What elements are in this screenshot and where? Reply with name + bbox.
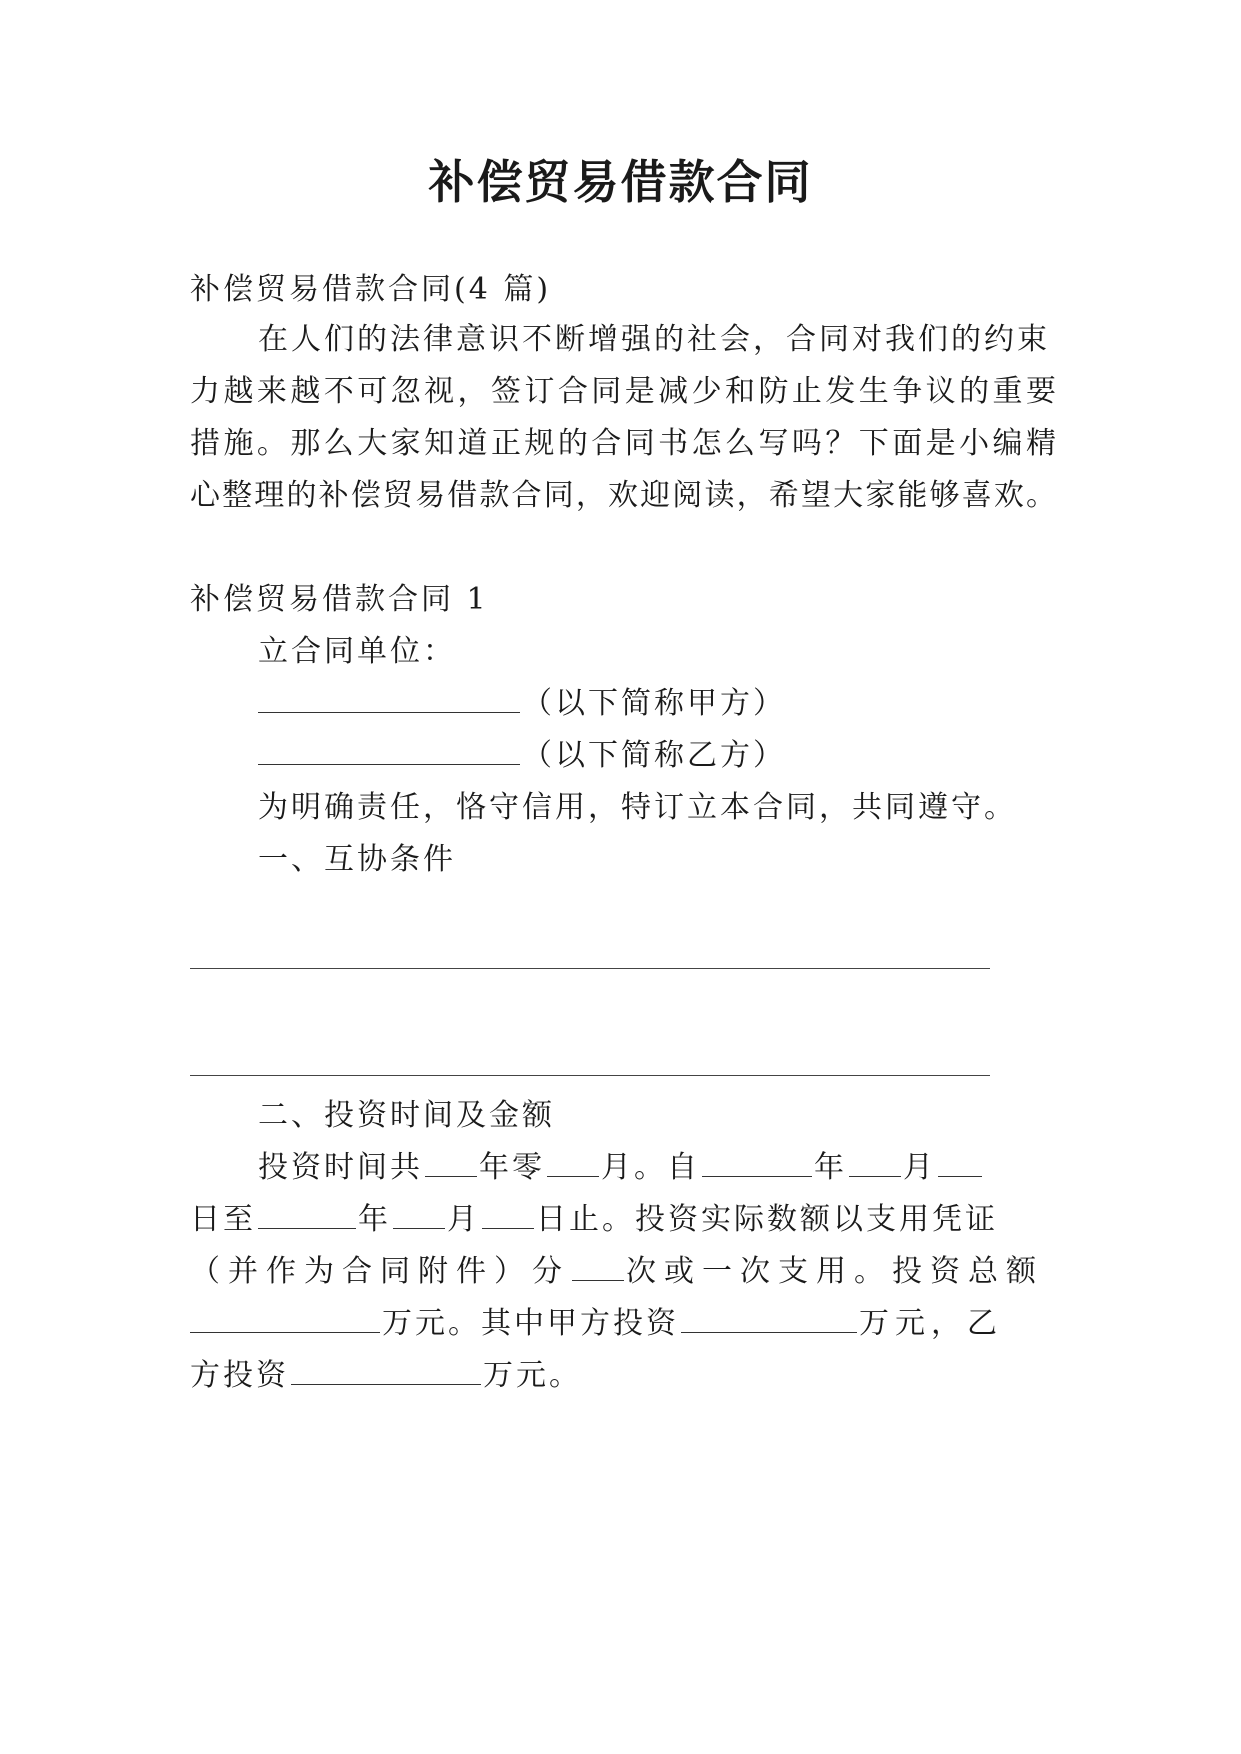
party-b-line	[258, 736, 1056, 776]
fill-in-rule-2	[190, 1075, 990, 1076]
contract-heading: 补偿贸易借款合同 1	[190, 582, 489, 617]
intro-line-1: 在人们的法律意识不断增强的社会，合同对我们的约束	[258, 322, 1050, 357]
party-a-blank	[258, 684, 520, 713]
s2-text-1d: 年	[814, 1150, 847, 1185]
blank-start-year	[702, 1148, 812, 1177]
intro-line-2: 力越来越不可忽视，签订合同是减少和防止发生争议的重要	[190, 374, 1056, 409]
s2-text-4a: 万元。其中甲方投资	[382, 1306, 679, 1341]
section-2-line-3	[190, 1252, 1056, 1292]
blank-end-day	[482, 1200, 534, 1229]
party-a-line	[258, 684, 1056, 724]
section-1-heading: 一、互协条件	[258, 842, 456, 877]
s2-text-3a: （并作为合同附件）分	[190, 1254, 570, 1289]
s2-text-1a: 投资时间共	[258, 1150, 423, 1185]
blank-total-amount	[190, 1304, 380, 1333]
section-2-line-2	[190, 1200, 1056, 1240]
parties-label: 立合同单位：	[258, 634, 456, 669]
s2-text-1c: 月。自	[601, 1150, 700, 1185]
blank-installments	[572, 1252, 624, 1281]
section-2-line-5	[190, 1356, 1056, 1396]
party-b-blank	[258, 736, 520, 765]
s2-text-2a: 日至	[190, 1202, 256, 1237]
fill-in-rule-1	[190, 968, 990, 969]
section-2-line-1	[258, 1148, 1056, 1188]
intro-line-3: 措施。那么大家知道正规的合同书怎么写吗？下面是小编精	[190, 426, 1056, 461]
s2-text-2c: 月	[447, 1202, 480, 1237]
s2-text-5a: 方投资	[190, 1358, 289, 1393]
s2-text-2d: 日止。投资实际数额以支用凭证	[536, 1202, 998, 1237]
blank-months	[547, 1148, 599, 1177]
blank-end-month	[393, 1200, 445, 1229]
s2-text-1b: 年零	[479, 1150, 545, 1185]
blank-end-year	[258, 1200, 356, 1229]
blank-start-month	[849, 1148, 901, 1177]
page-title: 补偿贸易借款合同	[428, 155, 813, 209]
s2-text-5b: 万元。	[483, 1358, 582, 1393]
section-2-heading: 二、投资时间及金额	[258, 1098, 555, 1133]
s2-text-3b: 次或一次支用。投资总额	[626, 1254, 1044, 1289]
blank-party-a-investment	[681, 1304, 857, 1333]
blank-start-day	[938, 1148, 982, 1177]
blank-party-b-investment	[291, 1356, 481, 1385]
party-b-suffix: （以下简称乙方）	[522, 738, 786, 773]
document-subtitle: 补偿贸易借款合同(4 篇)	[190, 272, 552, 307]
blank-months-years	[425, 1148, 477, 1177]
s2-text-2b: 年	[358, 1202, 391, 1237]
party-a-suffix: （以下简称甲方）	[522, 686, 786, 721]
s2-text-1e: 月	[903, 1150, 936, 1185]
s2-text-4b: 万元，乙	[859, 1306, 1003, 1341]
purpose-statement: 为明确责任，恪守信用，特订立本合同，共同遵守。	[258, 790, 1017, 825]
intro-line-4: 心整理的补偿贸易借款合同，欢迎阅读，希望大家能够喜欢。	[190, 478, 1056, 513]
section-2-line-4	[190, 1304, 1056, 1344]
